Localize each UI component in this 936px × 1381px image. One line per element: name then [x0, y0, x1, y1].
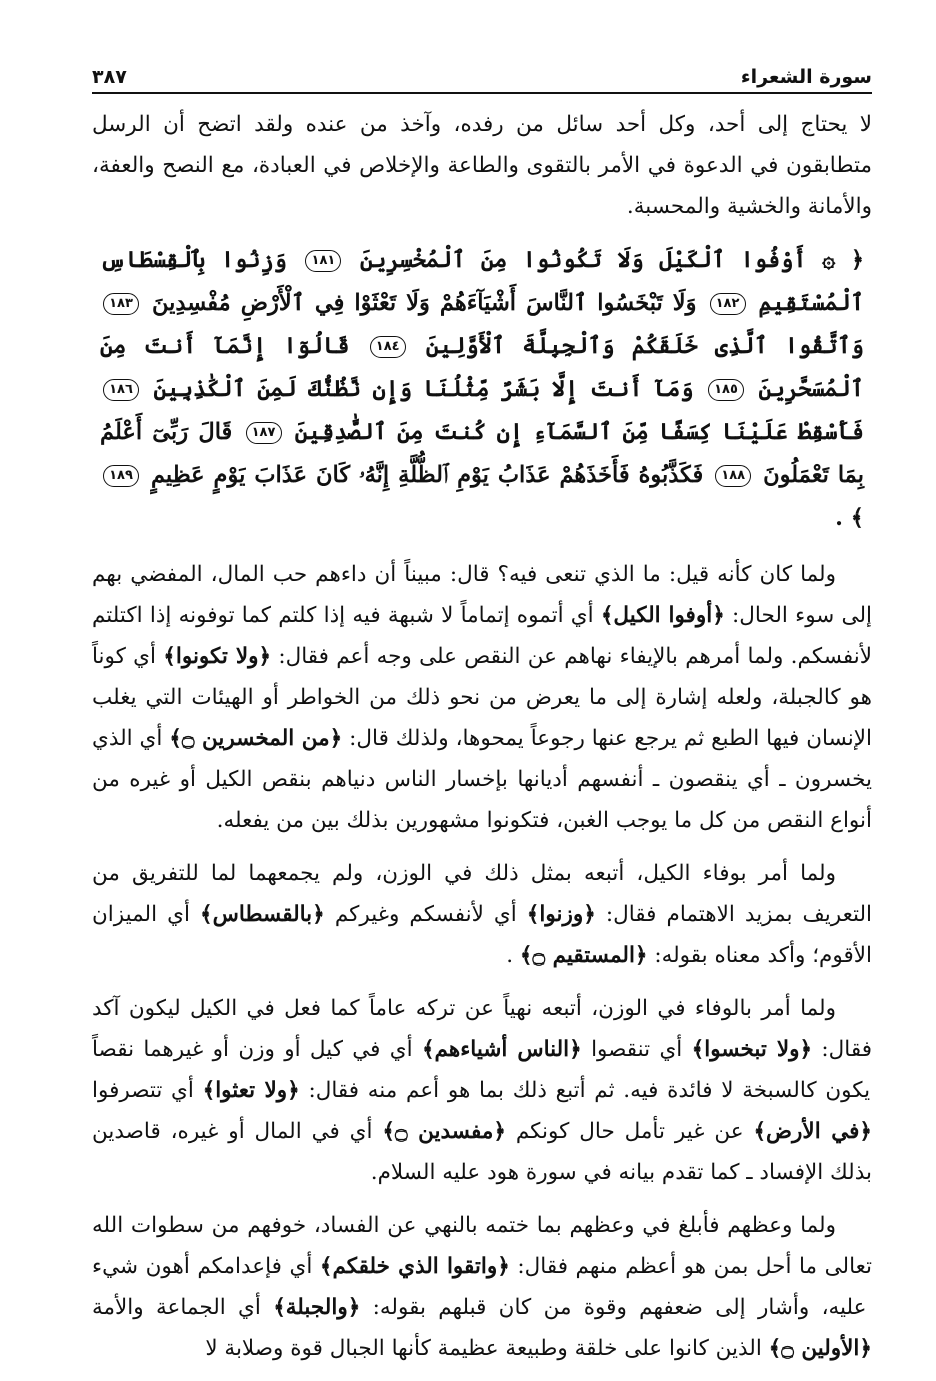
- commentary-text: أي في كيل أو وزن أو غيرهما نقصاً يكون كالسبخة لا فائدة فيه. ثم أتبع ذلك بما هو أعم منه فقال:: [92, 1037, 871, 1103]
- ayah-number-marker: ١٨٩: [103, 465, 139, 487]
- quran-open-brace: ﴿ ۞: [822, 247, 864, 273]
- quoted-phrase: ﴿الناس أشياءهم﴾: [421, 1037, 582, 1062]
- ayah-text: فَكَذَّبُوهُ فَأَخَذَهُمْ عَذَابُ يَوْمِ ٱلظُّلَّةِ إِنَّهُۥ كَانَ عَذَابَ يَوْمٍ عَظِيمٍ: [150, 462, 704, 488]
- ayah-number-marker: ١٨٥: [708, 379, 744, 401]
- commentary-text: ولما وعظهم فأبلغ في وعظهم بما ختمه بالنهي عن الفساد، خوفهم من سطوات الله تعالى ما أحل بمن هو أعظم منهم فقال:: [92, 1213, 872, 1279]
- ayah-text: فَأَسْقِطْ عَلَيْنَا كِسَفًا مِّنَ ٱلسَّمَآءِ إِن كُنتَ مِنَ ٱلصَّٰدِقِينَ: [294, 419, 864, 445]
- ayah-text: وَزِنُوا بِٱلْقِسْطَاسِ ٱلْمُسْتَقِيمِ: [100, 247, 865, 316]
- quoted-phrase: ﴿والجبلة﴾: [273, 1295, 361, 1320]
- commentary-paragraph: [92, 1205, 872, 1369]
- commentary-text: أي أتموه إتماماً لا شبهة فيه إذا كلتم كما توفونه إذا اكتلتم لأنفسكم. ولما أمرهم بالإيفاء نهاهم عن النقص على وجه أعم فقال:: [92, 603, 872, 669]
- ayah-number-marker: ١٨٧: [246, 422, 282, 444]
- commentary-text: الذين كانوا على خلقة وطبيعة عظيمة كأنها الجبال قوة وصلابة لا: [205, 1336, 762, 1361]
- ayah-number-marker: ١٨٨: [715, 465, 751, 487]
- ayah-number-marker: ١٨٣: [103, 293, 139, 315]
- quoted-phrase: ﴿بالقسطاس﴾: [199, 902, 325, 927]
- commentary-text: أي الذي يخسرون ـ أي ينقصون ـ أنفسهم أديانها بإخسار الناس دنياهم بنقص الكيل أو غيره من أنواع النقص من كل ما يوجب الغبن، فتكونوا مشهورين بذلك بين من يفعله.: [92, 726, 872, 833]
- quoted-phrase: ﴿مفسدين ۝﴾: [382, 1119, 506, 1144]
- surah-title: سورة الشعراء: [740, 66, 872, 88]
- commentary-text: أي تتصرفوا: [92, 1078, 194, 1103]
- commentary-text: ولما أمر بالوفاء في الوزن، أتبعه نهياً عن تركه عاماً كما فعل في الكيل ليكون آكد فقال:: [92, 996, 873, 1062]
- quoted-phrase: ﴿وزنوا﴾: [526, 902, 596, 927]
- quoted-phrase: ﴿المستقيم ۝﴾: [519, 943, 648, 968]
- paragraph-text: لا يحتاج إلى أحد، وكل أحد سائل من رفده، وآخذ من عنده ولقد اتضح أن الرسل متطابقون في الدعوة في الأمر بالتقوى والطاعة والإخلاص في العبادة، مع النصح والعفة، والأمانة والخشية والمحسبة.: [92, 112, 872, 219]
- quoted-phrase: ﴿الأولين ۝﴾: [768, 1336, 872, 1361]
- quoted-phrase: ﴿ولا تبخسوا﴾: [691, 1037, 813, 1062]
- commentary-text: أي كوناً هو كالجبلة، ولعله إشارة إلى ما يعرض من نحو ذلك من الخواطر أو الهيئات التي يغلب الإنسان فيها الطبع ثم يرجع عنها رجوعاً يمحوها، ولذلك قال:: [92, 644, 872, 751]
- ayah-text: أَوْفُوا ٱلْكَيْلَ وَلَا تَكُونُوا مِنَ ٱلْمُخْسِرِينَ: [359, 247, 807, 273]
- commentary-text: أي فإعدامكم أهون شيء عليه، وأشار إلى ضعفهم وقوة من كان قبلهم بقوله:: [92, 1254, 867, 1320]
- quoted-phrase: ﴿أوفوا الكيل﴾: [600, 603, 725, 628]
- commentary-text: أي تنقصوا: [581, 1037, 683, 1062]
- page-number: ٣٨٧: [92, 66, 127, 88]
- ayah-number-marker: ١٨١: [305, 250, 341, 272]
- commentary-text: أي لأنفسكم وغيركم: [324, 902, 517, 927]
- commentary-text: ولما كان كأنه قيل: ما الذي تنعى فيه؟ قال: مبيناً أن داءهم حب المال، المفضي بهم إلى سوء الحال:: [92, 562, 872, 628]
- commentary-text: أي في المال أو غيره، قاصدين بذلك الإفساد ـ كما تقدم بيانه في سورة هود عليه السلام.: [92, 1119, 872, 1185]
- quoted-phrase: ﴿من المخسرين ۝﴾: [169, 726, 343, 751]
- body-text: [92, 104, 872, 1369]
- ayah-number-marker: ١٨٤: [370, 336, 406, 358]
- quoted-phrase: ﴿واتقوا الذي خلقكم﴾: [319, 1254, 510, 1279]
- paragraph-intro: [92, 104, 872, 227]
- commentary-paragraph: [92, 988, 872, 1193]
- commentary-text: ولما أمر بوفاء الكيل، أتبعه بمثل ذلك في الوزن، ولم يجمعهما لما للتفريق من التعريف بمزيد الاهتمام فقال:: [92, 861, 872, 927]
- commentary-text: .: [506, 943, 514, 968]
- ayah-number-marker: ١٨٢: [710, 293, 746, 315]
- ayah-text: قَالَ رَبِّىٓ أَعْلَمُ بِمَا تَعْمَلُونَ: [100, 419, 864, 488]
- ayah-text: قَالُوٓا إِنَّمَآ أَنتَ مِنَ ٱلْمُسَحَّرِينَ: [100, 333, 864, 402]
- ayah-text: وَٱتَّقُوا ٱلَّذِى خَلَقَكُمْ وَٱلْجِبِلَّةَ ٱلْأَوَّلِينَ: [425, 333, 864, 359]
- ayah-text: وَلَا تَبْخَسُوا ٱلنَّاسَ أَشْيَآءَهُمْ وَلَا تَعْثَوْا فِي ٱلْأَرْضِ مُفْسِدِينَ: [152, 290, 697, 316]
- quran-close-brace: ﴾ .: [835, 505, 864, 531]
- ayah-text: وَمَآ أَنتَ إِلَّا بَشَرٌ مِّثْلُنَا وَإِن نَّظُنُّكَ لَمِنَ ٱلْكَٰذِبِينَ: [153, 376, 694, 402]
- quoted-phrase: ﴿ولا تكونوا﴾: [163, 644, 272, 669]
- book-page: [92, 48, 872, 1381]
- quoted-phrase: ﴿في الأرض﴾: [753, 1119, 873, 1144]
- commentary-text: أي الجماعة والأمة: [92, 1295, 261, 1320]
- quoted-phrase: ﴿ولا تعثوا﴾: [202, 1078, 300, 1103]
- commentary-text: عن غير تأمل حال كونكم: [505, 1119, 744, 1144]
- ayah-number-marker: ١٨٦: [103, 379, 139, 401]
- running-header: [92, 48, 872, 94]
- quran-verses-block: [100, 239, 864, 540]
- commentary-paragraph: [92, 554, 872, 841]
- commentary-text: أي الميزان الأقوم؛ وأكد معناه بقوله:: [92, 902, 872, 968]
- commentary-paragraph: [92, 853, 872, 976]
